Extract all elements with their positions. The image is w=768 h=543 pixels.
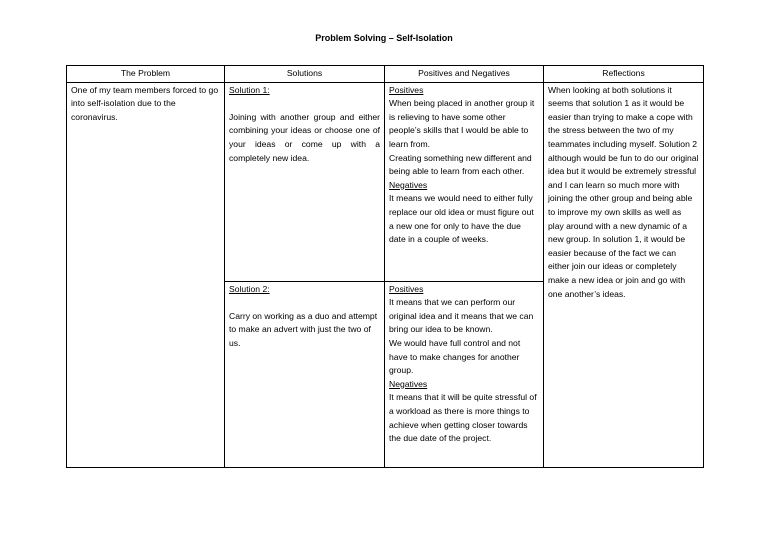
problem-cell bbox=[67, 82, 225, 467]
positive-item: Creating something new different and being able to learn from each other. bbox=[389, 152, 532, 177]
header-positives-negatives: Positives and Negatives bbox=[385, 66, 544, 83]
table-row bbox=[67, 82, 704, 281]
positive-item: We would have full control and not have to make changes for another group. bbox=[389, 337, 521, 376]
header-problem: The Problem bbox=[67, 66, 225, 83]
negative-item: It means we would need to either fully replace our old idea or must figure out a new one for only to have the due date in a couple of weeks. bbox=[389, 193, 534, 245]
solution-2-text: Carry on working as a duo and attempt to make an advert with just the two of us. bbox=[229, 310, 378, 348]
problem-text: One of my team members forced to go into self-isolation due to the coronavirus. bbox=[71, 84, 219, 122]
solution-1-text: Joining with another group and either combining your ideas or choose one of your ideas or come up with a completely new idea. bbox=[229, 111, 380, 163]
document-title: Problem Solving – Self-Isolation bbox=[315, 33, 453, 43]
header-reflections: Reflections bbox=[544, 66, 704, 83]
solution-2-cell bbox=[225, 281, 385, 467]
reflections-text: When looking at both solutions it seems that solution 1 as it would be easier than trying to make a cope with the stress between the two of my teammates including myself. Solution 2 although would be fun to do our original idea but it would be extremely stressful and I can learn so much more with joining the other group and being able to improve my own skills as well as play around with a new dynamic of a new group. In solution 1, it would be easier because of the fact we can either join our ideas or completely make a new idea or join and go with one another’s ideas. bbox=[548, 84, 699, 299]
table-header-row bbox=[67, 66, 704, 83]
header-solutions: Solutions bbox=[225, 66, 385, 83]
positives-heading: Positives bbox=[389, 283, 424, 294]
solution-2-heading: Solution 2: bbox=[229, 283, 270, 294]
solution-1-heading: Solution 1: bbox=[229, 84, 270, 95]
negatives-heading: Negatives bbox=[389, 179, 428, 190]
positive-item: When being placed in another group it is relieving to have some other people’s skills that I would be able to learn from. bbox=[389, 98, 535, 149]
problem-solving-table bbox=[66, 65, 704, 468]
solution-1-cell bbox=[225, 82, 385, 281]
solution-1-pn-cell bbox=[385, 82, 544, 281]
positives-heading: Positives bbox=[389, 84, 424, 95]
reflections-cell bbox=[544, 82, 704, 467]
negatives-heading: Negatives bbox=[389, 378, 428, 389]
negative-item: It means that it will be quite stressful of a workload as there is more things to achieve when getting closer towards the due date of the project. bbox=[389, 392, 537, 444]
positive-item: It means that we can perform our original idea and it means that we can bring our idea to be known. bbox=[389, 297, 534, 335]
solution-2-pn-cell bbox=[385, 281, 544, 467]
